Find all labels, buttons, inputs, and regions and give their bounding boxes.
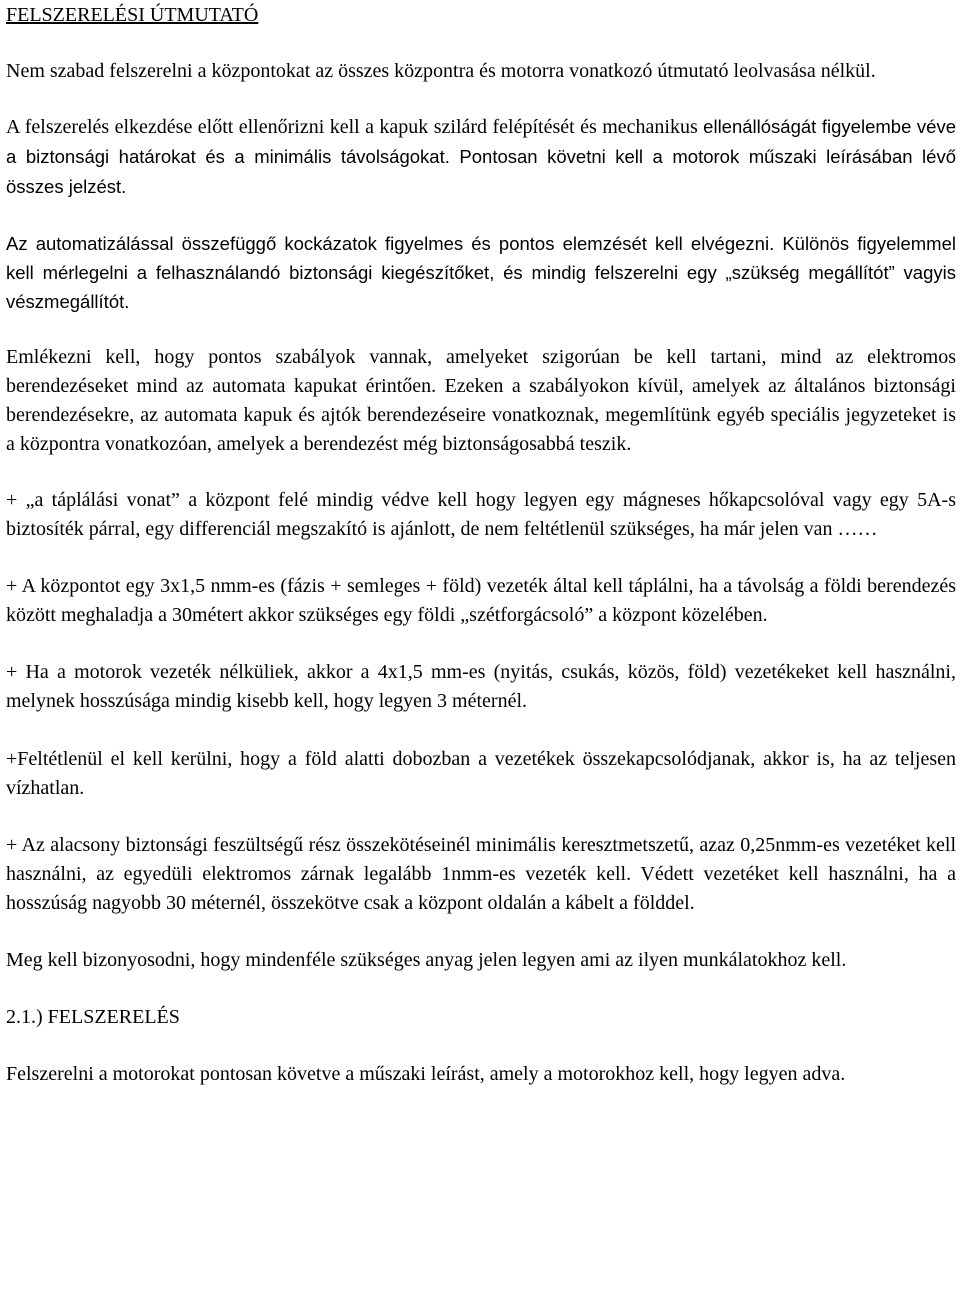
paragraph-install-motors: Felszerelni a motorokat pontosan követve a műszaki leírást, amely a motorokhoz kell, hogy legyen adva. <box>6 1063 846 1085</box>
paragraph-power-line: + „a táplálási vonat” a központ felé mindig védve kell hogy legyen egy mágneses hőkapcsolóval vagy egy 5A-s biztosíték párral, egy differenciál megszakító is ajánlott, de nem feltétlenül szükséges, ha már jelen van …… <box>6 489 956 540</box>
document-title: FELSZERELÉSI ÚTMUTATÓ <box>6 4 259 26</box>
paragraph-before-installation-serif: A felszerelés elkezdése előtt ellenőrizni kell a kapuk szilárd felépítését és mechanikus <box>6 116 704 138</box>
paragraph-regulations-part-b: Ezeken a szabályokon kívül, amelyek az általános biztonsági berendezésekre, az automata kapuk és ajtók berendezéseire vonatkoznak, megemlítünk egyéb speciális jegyzeteket is a központra vonatkozóan, amelyek a berendezést még biztonságosabbá teszik. <box>6 375 956 455</box>
paragraph-regulations <box>6 343 956 459</box>
paragraph-supply-cable: + A központot egy 3x1,5 nmm-es (fázis + semleges + föld) vezeték által kell táplálni, ha a távolság a földi berendezés között meghaladja a 30métert akkor szükséges egy földi „szétforgácsoló” a központ közelében. <box>6 575 956 626</box>
paragraph-regulations-part-a: Emlékezni kell, hogy pontos szabályok vannak, amelyeket szigorúan be kell tartani, mind az elektromos berendezéseket mind az automata kapukat érintően. <box>6 346 956 397</box>
paragraph-intro: Nem szabad felszerelni a központokat az összes központra és motorra vonatkozó útmutató leolvasása nélkül. <box>6 60 876 82</box>
paragraph-before-installation-sans: ellenállóságát figyelembe véve a biztonsági határokat és a minimális távolságokat. Pontosan követni kell a motorok műszaki leírásában lévő összes jelzést. <box>6 116 957 197</box>
paragraph-materials: Meg kell bizonyosodni, hogy mindenféle szükséges anyag jelen legyen ami az ilyen munkálatokhoz kell. <box>6 949 847 971</box>
paragraph-before-installation <box>6 112 956 202</box>
paragraph-low-voltage: + Az alacsony biztonsági feszültségű rész összekötéseinél minimális keresztmetszetű, azaz 0,25nmm-es vezetéket kell használni, az egyedüli elektromos zárnak legalább 1nmm-es vezeték kell. Védett vezetéket kell használni, ha a hosszúság nagyobb 30 méternél, összekötve csak a központ oldalán a kábelt a földdel. <box>6 834 956 914</box>
paragraph-risk-analysis: Az automatizálással összefüggő kockázatok figyelmes és pontos elemzését kell elvégezni. Különös figyelemmel kell mérlegelni a felhasználandó biztonsági kiegészítőket, és mindig felszerelni egy „szükség megállítót” vagyis vészmegállítót. <box>6 233 956 312</box>
paragraph-underground-box: +Feltétlenül el kell kerülni, hogy a föld alatti dobozban a vezetékek összekapcsolódjanak, akkor is, ha az teljesen vízhatlan. <box>6 748 956 799</box>
document-page <box>6 0 956 1089</box>
section-heading: 2.1.) FELSZERELÉS <box>6 1006 180 1028</box>
paragraph-motor-cables: + Ha a motorok vezeték nélküliek, akkor a 4x1,5 mm-es (nyitás, csukás, közös, föld) vezetékeket kell használni, melynek hosszúsága mindig kisebb kell, hogy legyen 3 méternél. <box>6 661 956 712</box>
